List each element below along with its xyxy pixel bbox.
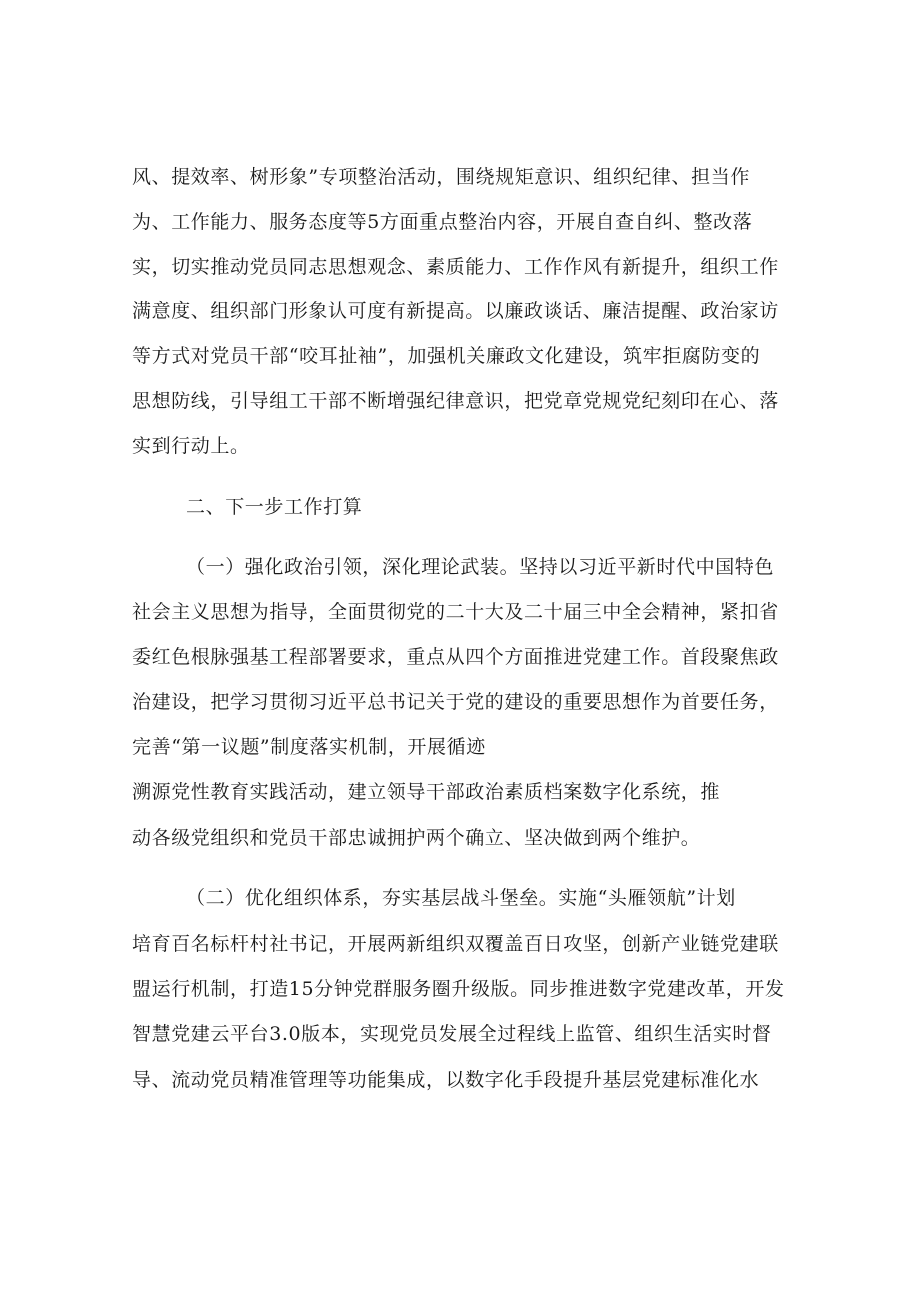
paragraph-line: 动各级党组织和党员干部忠诚拥护两个确立、坚决做到两个维护。: [132, 827, 701, 849]
paragraph-line: 委红色根脉强基工程部署要求，重点从四个方面推进党建工作。首段聚焦政: [132, 646, 779, 668]
paragraph-line: 盟运行机制，打造15分钟党群服务圈升级版。同步推进数字党建改革，开发: [132, 978, 785, 1000]
paragraph-line: 风、提效率、树形象”专项整治活动，围绕规矩意识、组织纪律、担当作: [132, 166, 750, 188]
paragraph-line: 溯源党性教育实践活动，建立领导干部政治素质档案数字化系统，推: [132, 781, 721, 803]
paragraph-line: 实，切实推动党员同志思想观念、素质能力、工作作风有新提升，组织工作: [132, 256, 779, 278]
paragraph-line: 思想防线，引导组工干部不断增强纪律意识，把党章党规党纪刻印在心、落: [132, 390, 779, 412]
paragraph-line: 为、工作能力、服务态度等5方面重点整治内容，开展自查自纠、整改落: [132, 211, 753, 233]
paragraph-line: （二）优化组织体系，夯实基层战斗堡垒。实施“头雁领航”计划: [186, 887, 736, 909]
paragraph-line: 治建设，把学习贯彻习近平总书记关于党的建设的重要思想作为首要任务，: [132, 691, 779, 713]
paragraph-line: 智慧党建云平台3.0版本，实现党员发展全过程线上监管、组织生活实时督: [132, 1023, 772, 1045]
paragraph-line: 等方式对党员干部“咬耳扯袖”，加强机关廉政文化建设，筑牢拒腐防变的: [132, 345, 761, 367]
paragraph-line: （一）强化政治引领，深化理论武装。坚持以习近平新时代中国特色: [186, 556, 775, 578]
paragraph-line: 导、流动党员精准管理等功能集成，以数字化手段提升基层党建标准化水: [132, 1069, 760, 1091]
paragraph-line: 实到行动上。: [132, 435, 250, 457]
paragraph-line: 培育百名标杆村社书记，开展两新组织双覆盖百日攻坚，创新产业链党建联: [132, 933, 779, 955]
paragraph-line: 完善“第一议题”制度落实机制，开展循迹: [132, 736, 486, 758]
paragraph-line: 社会主义思想为指导，全面贯彻党的二十大及二十届三中全会精神，紧扣省: [132, 601, 779, 623]
paragraph-line: 满意度、组织部门形象认可度有新提高。以廉政谈话、廉洁提醒、政治家访: [132, 300, 779, 322]
section-heading: 二、下一步工作打算: [186, 496, 363, 518]
